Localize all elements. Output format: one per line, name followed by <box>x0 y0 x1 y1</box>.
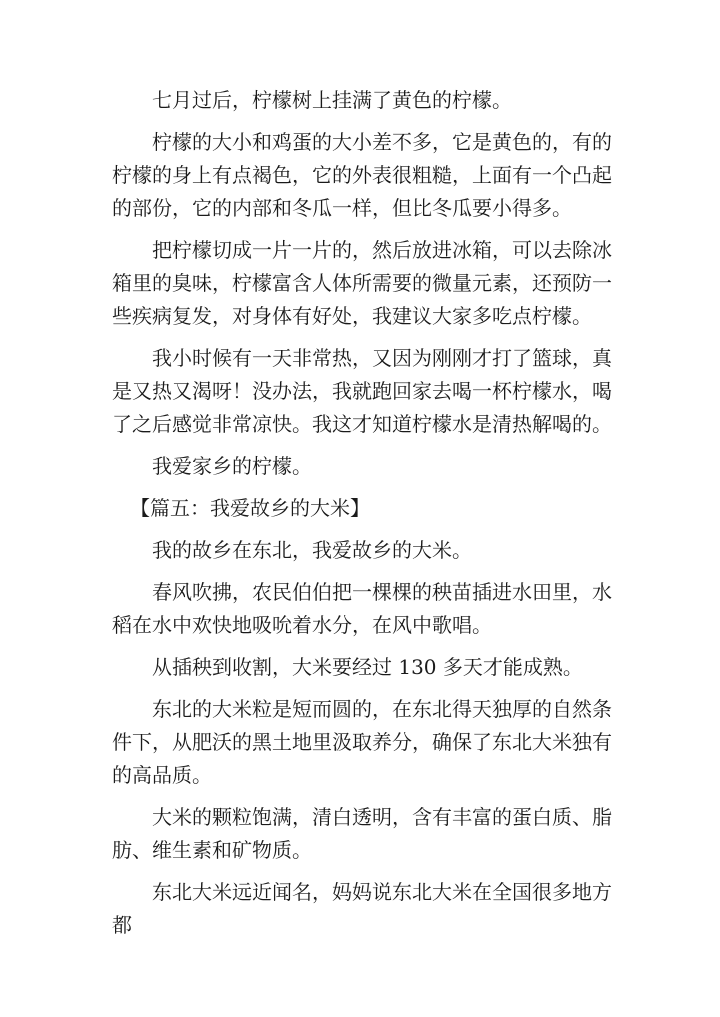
section-heading: 【篇五：我爱故乡的大米】 <box>130 496 370 520</box>
paragraph: 从插秧到收割，大米要经过 130 多天才能成熟。 <box>152 655 583 679</box>
paragraph: 春风吹拂，农民伯伯把一棵棵的秧苗插进水田里，水稻在水中欢快地吸吮着水分，在风中歌唱。 <box>112 580 612 637</box>
paragraph: 七月过后，柠檬树上挂满了黄色的柠檬。 <box>152 88 512 112</box>
paragraph: 我小时候有一天非常热，又因为刚刚才打了篮球，真是又热又渴呀！没办法，我就跑回家去喝一杯柠檬水，喝了之后感觉非常凉快。我这才知道柠檬水是清热解喝的。 <box>112 346 612 436</box>
paragraph: 东北大米远近闻名，妈妈说东北大米在全国很多地方都 <box>112 880 612 937</box>
paragraph: 大米的颗粒饱满，清白透明，含有丰富的蛋白质、脂肪、维生素和矿物质。 <box>112 805 612 862</box>
paragraph: 柠檬的大小和鸡蛋的大小差不多，它是黄色的，有的柠檬的身上有点褐色，它的外表很粗糙，上面有一个凸起的部份，它的内部和冬瓜一样，但比冬瓜要小得多。 <box>112 130 612 220</box>
paragraph: 我爱家乡的柠檬。 <box>152 454 312 478</box>
paragraph: 我的故乡在东北，我爱故乡的大米。 <box>152 538 472 562</box>
document-body <box>112 84 612 951</box>
paragraph: 把柠檬切成一片一片的，然后放进冰箱，可以去除冰箱里的臭味，柠檬富含人体所需要的微量元素，还预防一些疾病复发，对身体有好处，我建议大家多吃点柠檬。 <box>112 238 612 328</box>
paragraph: 东北的大米粒是短而圆的，在东北得天独厚的自然条件下，从肥沃的黑土地里汲取养分，确保了东北大米独有的高品质。 <box>112 697 612 787</box>
